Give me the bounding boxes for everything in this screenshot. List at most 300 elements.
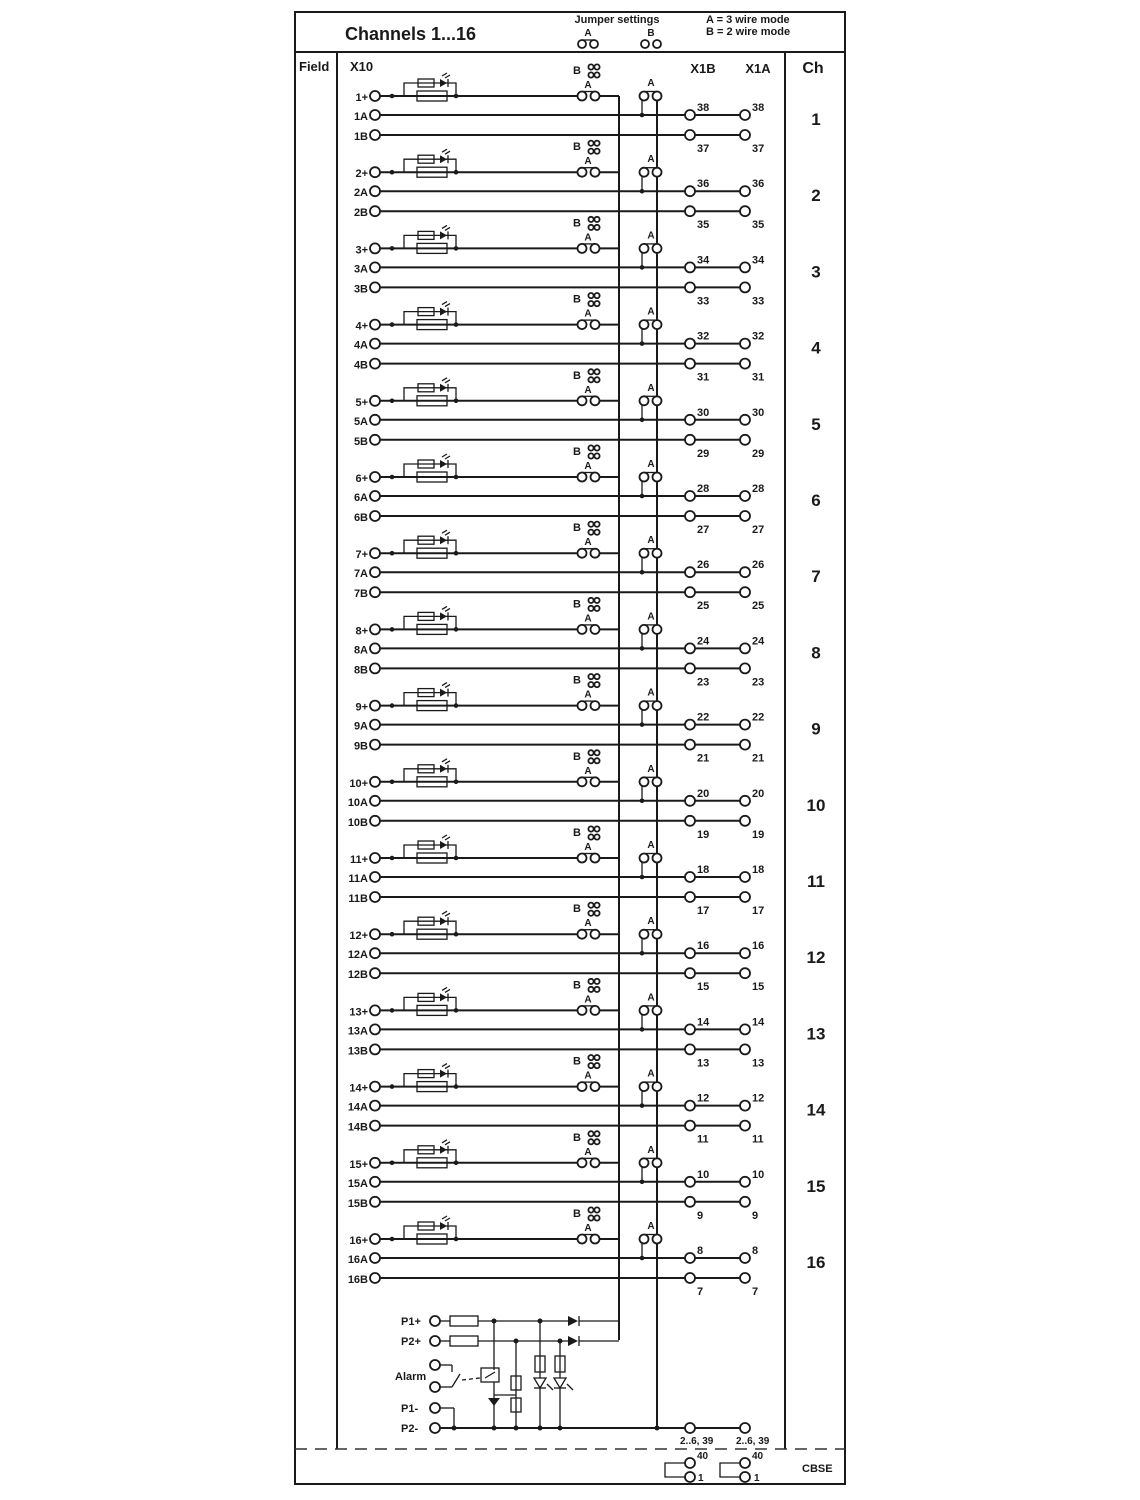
channel-group (354, 598, 821, 689)
channel-number: 16 (806, 1253, 826, 1272)
jumper-pin (588, 598, 593, 603)
field-label-b: 16B (347, 1274, 368, 1286)
channel-number: 2 (811, 186, 821, 206)
x1a-terminal-number: 27 (752, 524, 765, 536)
jumper-pin (594, 750, 599, 755)
return-jumper-a-label: A (647, 1221, 655, 1232)
channel-group (354, 445, 821, 536)
field-label-plus: 11+ (349, 854, 368, 866)
field-terminal (370, 91, 380, 101)
x1a-terminal-number: 24 (752, 635, 765, 648)
x1a-terminal-number: 25 (752, 600, 765, 613)
field-header: Field (299, 59, 330, 74)
x1b-terminal (685, 968, 695, 978)
x1a-terminal (740, 110, 750, 120)
channel-number: 13 (806, 1024, 826, 1044)
x1a-terminal (740, 587, 750, 597)
x1b-terminal-number: 38 (697, 102, 710, 114)
x1b-terminal (685, 1177, 695, 1187)
x1b-terminal-40 (685, 1458, 695, 1468)
x1b-terminal (685, 1044, 695, 1054)
jumper-b-label: B (573, 598, 581, 611)
jumper-a-label: A (584, 28, 592, 39)
jumper-pin (588, 293, 593, 298)
return-jumper-a-label: A (647, 535, 655, 547)
return-jumper-pin (653, 625, 662, 634)
x1b-terminal (685, 1197, 695, 1207)
jumper-a-pin (591, 396, 600, 405)
jumper-a-pin (578, 1006, 587, 1015)
x1a-terminal-number: 15 (752, 981, 765, 994)
channel-number: 12 (806, 948, 826, 968)
return-jumper-pin (653, 1082, 662, 1091)
x1a-terminal (740, 262, 750, 272)
x1b-terminal (685, 359, 695, 369)
field-terminal (370, 1177, 380, 1187)
x1b-terminal (685, 262, 695, 272)
field-label-plus: 13+ (349, 1006, 368, 1019)
field-label-b: 10B (347, 816, 368, 829)
p1-fuse (450, 1316, 478, 1326)
jumper-pin (588, 1131, 593, 1136)
return-jumper-a-label: A (647, 1144, 655, 1156)
jumper-a-label: A (584, 1070, 592, 1082)
x1b-terminal-number: 7 (697, 1286, 704, 1298)
jumper-a-pin (591, 473, 600, 482)
jumper-a-pin (591, 244, 600, 253)
x1a-terminal-number: 7 (752, 1286, 759, 1298)
jumper-a-label: A (584, 80, 592, 91)
jumper-pin (594, 453, 599, 458)
x1b-terminal (685, 511, 695, 521)
x1a-terminal-number: 16 (752, 940, 765, 953)
led-icon (440, 460, 447, 468)
x1a-terminal-number: 33 (752, 295, 765, 308)
field-label-b: 1B (353, 131, 368, 143)
jumper-pin (594, 64, 599, 69)
jumper-pin (588, 674, 593, 679)
jumper-pin (588, 1207, 593, 1212)
field-label-a: 4A (353, 339, 368, 352)
field-label-a: 5A (353, 415, 368, 428)
return-jumper-pin (653, 473, 662, 482)
channel-number: 5 (811, 414, 821, 434)
x1a-terminal-number: 20 (752, 787, 765, 800)
field-label-b: 7B (353, 588, 368, 601)
field-terminal (370, 777, 380, 787)
led-icon (440, 1070, 447, 1078)
jumper-pin (594, 293, 599, 298)
x1a-terminal (740, 816, 750, 826)
x1a-terminal-1 (740, 1472, 750, 1482)
jumper-pin (594, 1063, 599, 1068)
x1b-terminal-number: 16 (697, 940, 710, 953)
jumper-a-label: A (584, 994, 592, 1006)
p2plus-label: P2+ (401, 1336, 421, 1348)
field-terminal (370, 663, 380, 673)
x1b-terminal-number: 30 (697, 406, 710, 419)
return-jumper-pin (640, 625, 649, 634)
x1a-terminal (740, 491, 750, 501)
return-jumper-pin (653, 777, 662, 786)
field-terminal (370, 1024, 380, 1034)
jumper-a-label: A (584, 308, 592, 320)
x1a-terminal-number: 28 (752, 483, 765, 495)
led-icon (440, 917, 447, 925)
field-label-a: 13A (347, 1025, 368, 1038)
x1a-terminal (740, 282, 750, 292)
channel-number: 8 (811, 643, 821, 663)
jumper-b-label: B (647, 28, 655, 39)
return-jumper-pin (640, 701, 649, 710)
x1b-terminal (685, 663, 695, 673)
p2minus-terminal (430, 1423, 440, 1433)
channel-number: 14 (806, 1100, 826, 1120)
alarm-terminal-2 (430, 1382, 440, 1392)
jumper-pin (588, 979, 593, 984)
x1b-terminal (685, 643, 695, 653)
p1plus-terminal (430, 1316, 440, 1326)
jumper-a-pin (578, 320, 587, 329)
jumper-pin (588, 445, 593, 450)
field-terminal (370, 968, 380, 978)
return-jumper-pin (640, 396, 649, 405)
jumper-a-pin (591, 625, 600, 634)
led-icon (440, 384, 447, 392)
channel-group (354, 674, 821, 765)
jumper-pin (594, 674, 599, 679)
jumper-pin (588, 217, 593, 222)
field-terminal (370, 567, 380, 577)
field-terminal (370, 872, 380, 882)
jumper-a-pin (578, 244, 587, 253)
jumper-a-label: A (584, 384, 592, 396)
led-icon (440, 79, 447, 87)
p1minus-terminal (430, 1403, 440, 1413)
jumper-pin (588, 301, 593, 306)
x1b-terminal (685, 339, 695, 349)
x1b-40-label: 40 (697, 1451, 709, 1462)
jumper-a-pin (578, 777, 587, 786)
field-label-a: 12A (347, 949, 368, 962)
jumper-a-pin (591, 701, 600, 710)
x1a-terminal (740, 1044, 750, 1054)
alarm-contact (452, 1374, 460, 1387)
return-jumper-a-label: A (647, 916, 655, 928)
channel-number: 4 (811, 338, 821, 358)
x1a-terminal-number: 19 (752, 828, 765, 841)
jumper-pin (594, 1215, 599, 1220)
p1plus-label: P1+ (401, 1316, 421, 1328)
field-label-a: 2A (353, 187, 368, 200)
jumper-a-pin (578, 1082, 587, 1091)
field-terminal (370, 206, 380, 216)
jumper-a-pin (591, 1158, 600, 1167)
x1a-terminal (740, 186, 750, 196)
jumper-pin (588, 750, 593, 755)
jumper-pin (594, 377, 599, 382)
jumper-pin (588, 758, 593, 763)
x1a-terminal (740, 1253, 750, 1263)
gnd-x1a-terminal (740, 1423, 750, 1433)
field-terminal (370, 1101, 380, 1111)
jumper-a-pin (578, 549, 587, 558)
led-icon (440, 231, 447, 239)
x1b-terminal (685, 567, 695, 577)
jumper-a-pin (578, 168, 587, 177)
field-label-a: 15A (347, 1177, 368, 1190)
jumper-a-pin (591, 1006, 600, 1015)
field-label-a: 14A (347, 1101, 368, 1114)
return-jumper-pin (640, 168, 649, 177)
x1b-terminal-number: 9 (697, 1209, 704, 1222)
jumper-a-pin (578, 701, 587, 710)
x1b-terminal-number: 20 (697, 787, 710, 800)
return-jumper-a-label: A (647, 78, 655, 89)
field-terminal (370, 548, 380, 558)
x1b-terminal (685, 587, 695, 597)
x1a-terminal-number: 17 (752, 905, 765, 917)
x1b-terminal-number: 37 (697, 143, 710, 155)
x1a-terminal-number: 10 (752, 1168, 765, 1181)
x1a-terminal (740, 1273, 750, 1283)
field-label-plus: 8+ (355, 625, 368, 638)
x1a-terminal-number: 13 (752, 1057, 765, 1070)
field-terminal (370, 262, 380, 272)
field-label-a: 8A (353, 644, 368, 657)
jumper-b-label: B (573, 65, 581, 77)
x1b-terminal-number: 21 (697, 752, 710, 765)
jumper-b-label: B (573, 293, 581, 306)
jumper-a-pin (578, 930, 587, 939)
jumper-a-pin (591, 930, 600, 939)
field-label-a: 11A (348, 873, 368, 885)
return-jumper-pin (653, 168, 662, 177)
x1a-terminal (740, 892, 750, 902)
jumper-a-label: A (584, 1223, 592, 1234)
field-label-plus: 9+ (355, 701, 368, 714)
jumper-b-label: B (573, 979, 581, 992)
x1a-terminal-number: 35 (752, 219, 765, 232)
gnd-x1a-label: 2..6, 39 (736, 1436, 770, 1447)
channel-number: 10 (806, 795, 826, 815)
x1b-terminal (685, 1121, 695, 1131)
field-terminal (370, 948, 380, 958)
field-terminal (370, 853, 380, 863)
jumper-a-pin (578, 854, 587, 863)
field-label-plus: 6+ (355, 473, 368, 485)
return-jumper-pin (653, 1235, 662, 1244)
field-terminal (370, 1273, 380, 1283)
jumper-a-pin (591, 1082, 600, 1091)
channel-number: 6 (811, 491, 821, 510)
jumper-pin (588, 141, 593, 146)
x1a-terminal (740, 206, 750, 216)
led-icon (440, 536, 447, 544)
alarm-terminal-1 (430, 1360, 440, 1370)
p1minus-label: P1- (401, 1403, 419, 1415)
return-jumper-pin (653, 1006, 662, 1015)
x1b-terminal-number: 33 (697, 295, 710, 308)
jumper-a-pin (591, 92, 600, 101)
jumper-pin (588, 1063, 593, 1068)
led-icon (440, 841, 447, 849)
field-terminal (370, 796, 380, 806)
jumper-a-pin (591, 1235, 600, 1244)
x1b-terminal (685, 110, 695, 120)
legend-b: B = 2 wire mode (706, 26, 791, 38)
jumper-pin (594, 217, 599, 222)
return-jumper-pin (640, 854, 649, 863)
jumper-settings-title: Jumper settings (574, 14, 660, 26)
return-jumper-pin (640, 1082, 649, 1091)
jumper-pin (588, 903, 593, 908)
field-terminal (370, 130, 380, 140)
x1b-terminal-number: 8 (697, 1245, 704, 1257)
field-terminal (370, 320, 380, 330)
x1a-terminal (740, 872, 750, 882)
x1a-terminal (740, 359, 750, 369)
x10-header: X10 (350, 59, 374, 74)
status-led-2 (554, 1378, 566, 1388)
jumper-b-label: B (573, 1055, 581, 1068)
jumper-pin (594, 987, 599, 992)
x1a-terminal-40 (740, 1458, 750, 1468)
return-jumper-pin (640, 777, 649, 786)
jumper-a-pin (578, 1235, 587, 1244)
return-jumper-pin (653, 320, 662, 329)
jumper-a-label: A (584, 461, 592, 472)
x1b-1-label: 1 (698, 1473, 704, 1484)
jumper-pin (588, 1215, 593, 1220)
jumper-pin (594, 1207, 599, 1212)
jumper-b-label: B (573, 750, 581, 763)
jumper-pin (594, 826, 599, 831)
x1b-terminal-number: 34 (697, 254, 710, 267)
x1b-terminal (685, 491, 695, 501)
return-jumper-pin (640, 1006, 649, 1015)
x1a-terminal-number: 34 (752, 254, 765, 267)
jumper-pin (588, 682, 593, 687)
x1b-terminal-number: 22 (697, 711, 710, 724)
return-jumper-pin (653, 930, 662, 939)
channel-number: 9 (811, 719, 821, 739)
relay-transistor (488, 1398, 500, 1406)
x1b-terminal (685, 130, 695, 140)
x1a-terminal (740, 435, 750, 445)
x1b-terminal-number: 25 (697, 600, 710, 613)
x1a-terminal-number: 30 (752, 406, 765, 419)
jumper-a-pin (578, 396, 587, 405)
return-jumper-pin (653, 701, 662, 710)
x1a-header: X1A (745, 61, 771, 76)
jumper-b-symbol (641, 40, 661, 48)
x1b-terminal (685, 435, 695, 445)
jumper-pin (588, 522, 593, 527)
p2-diode (568, 1336, 578, 1346)
jumper-pin (594, 522, 599, 527)
field-terminal (370, 1044, 380, 1054)
x1a-terminal-number: 23 (752, 676, 765, 689)
x1a-terminal-number: 14 (752, 1016, 765, 1029)
return-jumper-a-label: A (647, 687, 655, 699)
jumper-b-label: B (573, 141, 581, 154)
gnd-x1b-terminal (685, 1423, 695, 1433)
x1b-terminal-number: 27 (697, 524, 710, 536)
field-label-a: 7A (353, 568, 368, 581)
jumper-a-label: A (584, 1146, 592, 1158)
field-label-a: 3A (353, 263, 368, 276)
x1a-terminal (740, 1177, 750, 1187)
jumper-a-pin (578, 625, 587, 634)
jumper-pin (594, 606, 599, 611)
field-terminal (370, 892, 380, 902)
x1a-terminal (740, 339, 750, 349)
return-jumper-pin (640, 930, 649, 939)
gnd-x1b-label: 2..6, 39 (680, 1436, 714, 1447)
field-terminal (370, 740, 380, 750)
field-label-plus: 16+ (349, 1235, 368, 1247)
x1b-terminal (685, 282, 695, 292)
jumper-pin (594, 903, 599, 908)
field-label-a: 10A (347, 796, 368, 809)
x1b-terminal-number: 15 (697, 981, 710, 994)
jumper-b-label: B (573, 1131, 581, 1144)
x1a-terminal-number: 12 (752, 1092, 765, 1105)
return-jumper-a-label: A (647, 382, 655, 394)
x1b-terminal-number: 12 (697, 1092, 710, 1105)
jumper-pin (588, 369, 593, 374)
jumper-pin (594, 911, 599, 916)
jumper-a-pin (591, 777, 600, 786)
p1-diode (568, 1316, 578, 1326)
channel-number: 15 (806, 1176, 826, 1196)
jumper-pin (588, 64, 593, 69)
jumper-a-pin (591, 320, 600, 329)
jumper-a-pin (591, 854, 600, 863)
field-terminal (370, 396, 380, 406)
return-jumper-pin (653, 92, 662, 101)
jumper-pin (588, 72, 593, 77)
x1a-1-label: 1 (754, 1473, 760, 1484)
return-jumper-pin (653, 244, 662, 253)
return-jumper-pin (653, 854, 662, 863)
return-jumper-pin (640, 92, 649, 101)
jumper-pin (594, 369, 599, 374)
x1a-terminal (740, 663, 750, 673)
x1a-terminal-number: 26 (752, 559, 765, 572)
x1a-terminal (740, 643, 750, 653)
jumper-a-label: A (584, 689, 592, 701)
x1a-terminal (740, 1101, 750, 1111)
jumper-pin (594, 301, 599, 306)
field-terminal (370, 624, 380, 634)
x1b-terminal (685, 1253, 695, 1263)
return-jumper-a-label: A (647, 230, 655, 242)
field-terminal (370, 472, 380, 482)
return-jumper-pin (640, 244, 649, 253)
x1a-terminal-number: 22 (752, 711, 765, 724)
status-led-1 (534, 1378, 546, 1388)
return-jumper-pin (640, 320, 649, 329)
field-label-b: 4B (353, 359, 368, 372)
field-terminal (370, 282, 380, 292)
jumper-pin (588, 987, 593, 992)
jumper-pin (594, 141, 599, 146)
channel-group (354, 522, 821, 613)
x1a-terminal-number: 9 (752, 1209, 759, 1222)
jumper-a-label: A (584, 232, 592, 244)
